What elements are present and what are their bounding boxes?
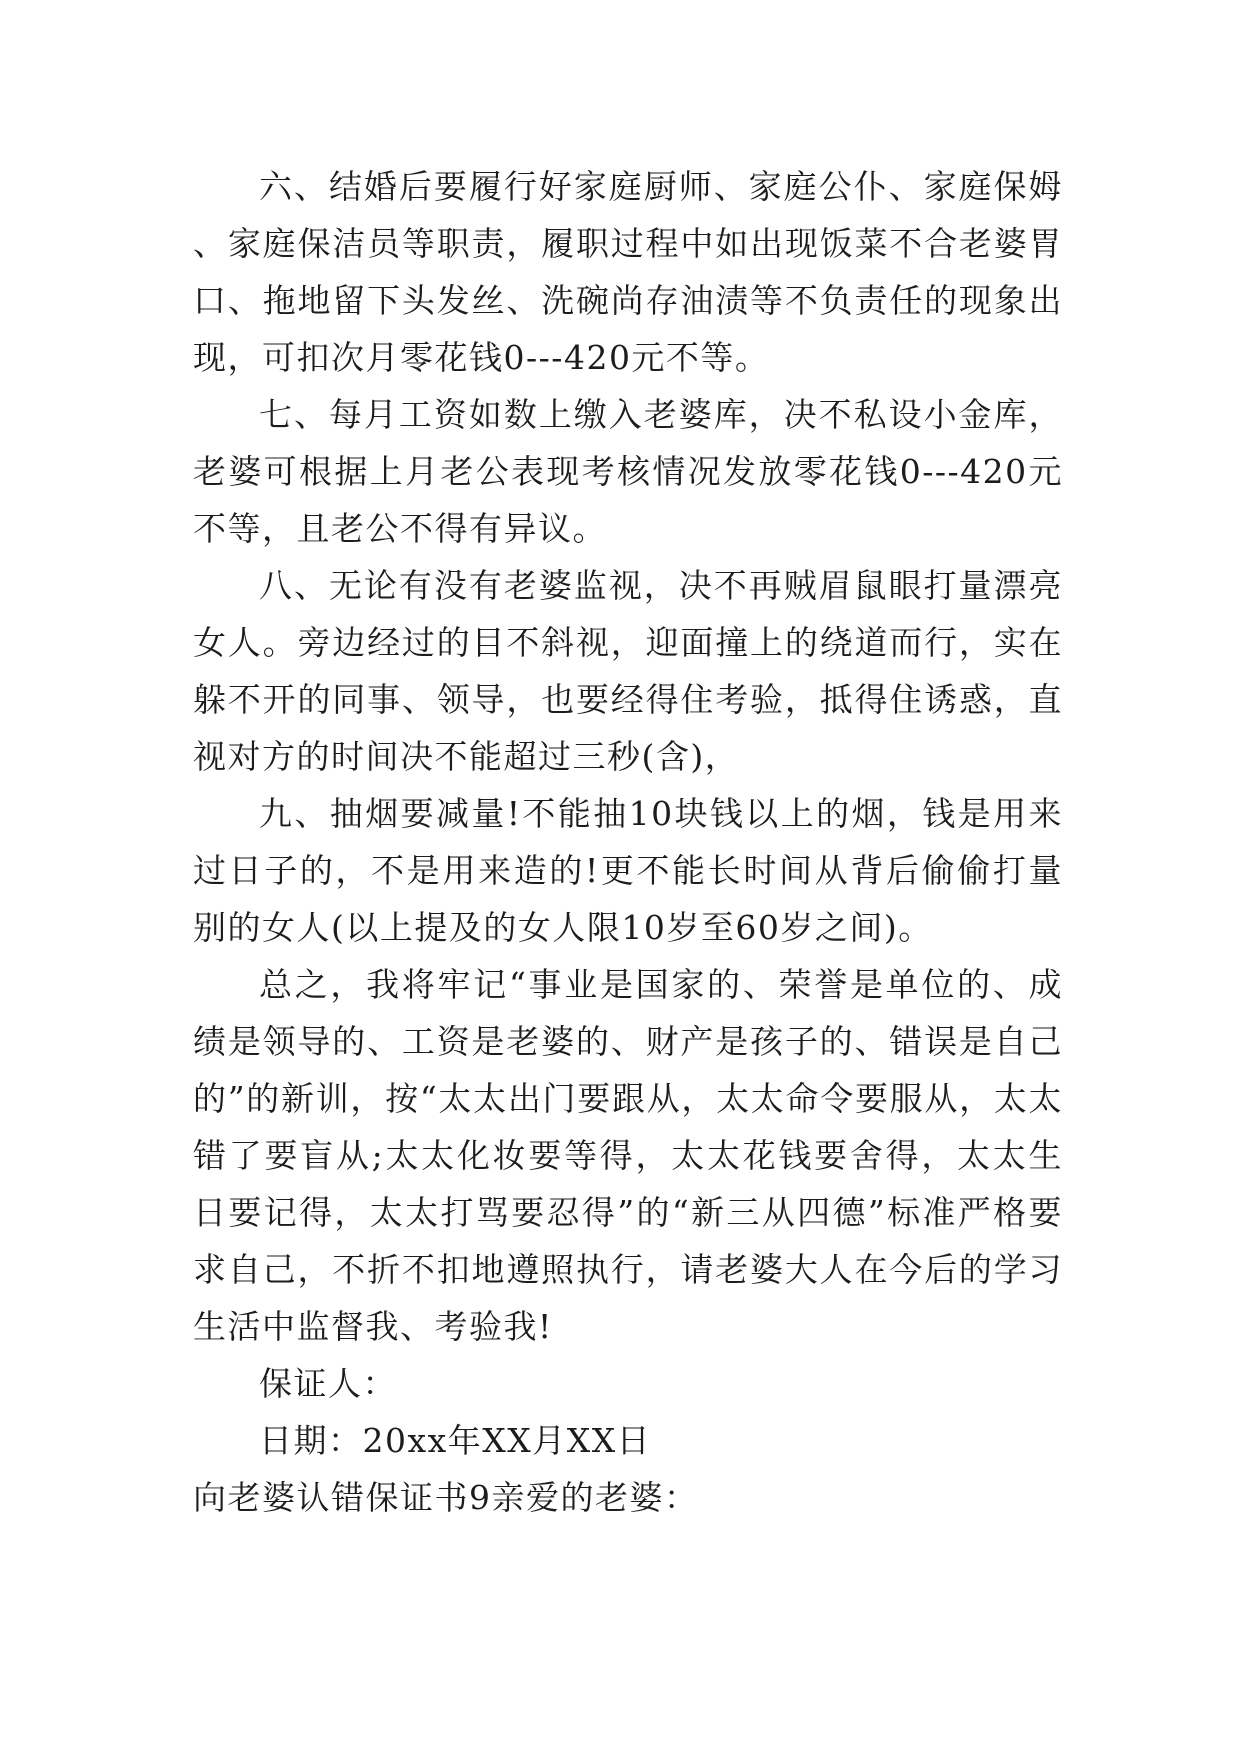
paragraph-conclusion: 总之，我将牢记“事业是国家的、荣誉是单位的、成绩是领导的、工资是老婆的、财产是孩子的、错误是自己的”的新训，按“太太出门要跟从，太太命令要服从，太太错了要盲从;太太化妆要等得，太太花钱要舍得，太太生日要记得，太太打骂要忍得”的“新三从四德”标准严格要求自己，不折不扣地遵照执行，请老婆大人在今后的学习生活中监督我、考验我!	[193, 965, 1063, 1346]
paragraph-9: 九、抽烟要减量!不能抽10块钱以上的烟，钱是用来过日子的，不是用来造的!更不能长时间从背后偷偷打量别的女人(以上提及的女人限10岁至60岁之间)。	[193, 794, 1063, 947]
paragraph-8: 八、无论有没有老婆监视，决不再贼眉鼠眼打量漂亮女人。旁边经过的目不斜视，迎面撞上的绕道而行，实在躲不开的同事、领导，也要经得住考验，抵得住诱惑，直视对方的时间决不能超过三秒(含)，	[193, 566, 1063, 776]
paragraph-6: 六、结婚后要履行好家庭厨师、家庭公仆、家庭保姆、家庭保洁员等职责，履职过程中如出现饭菜不合老婆胃口、拖地留下头发丝、洗碗尚存油渍等不负责任的现象出现，可扣次月零花钱0---420元不等。	[193, 167, 1063, 377]
next-section-heading: 向老婆认错保证书9亲爱的老婆：	[193, 1478, 699, 1517]
date-line: 日期：20xx年XX月XX日	[259, 1421, 652, 1460]
document-body	[193, 158, 1063, 1526]
paragraph-7: 七、每月工资如数上缴入老婆库，决不私设小金库，老婆可根据上月老公表现考核情况发放零花钱0---420元不等，且老公不得有异议。	[193, 395, 1063, 548]
guarantor-label: 保证人：	[259, 1364, 397, 1403]
